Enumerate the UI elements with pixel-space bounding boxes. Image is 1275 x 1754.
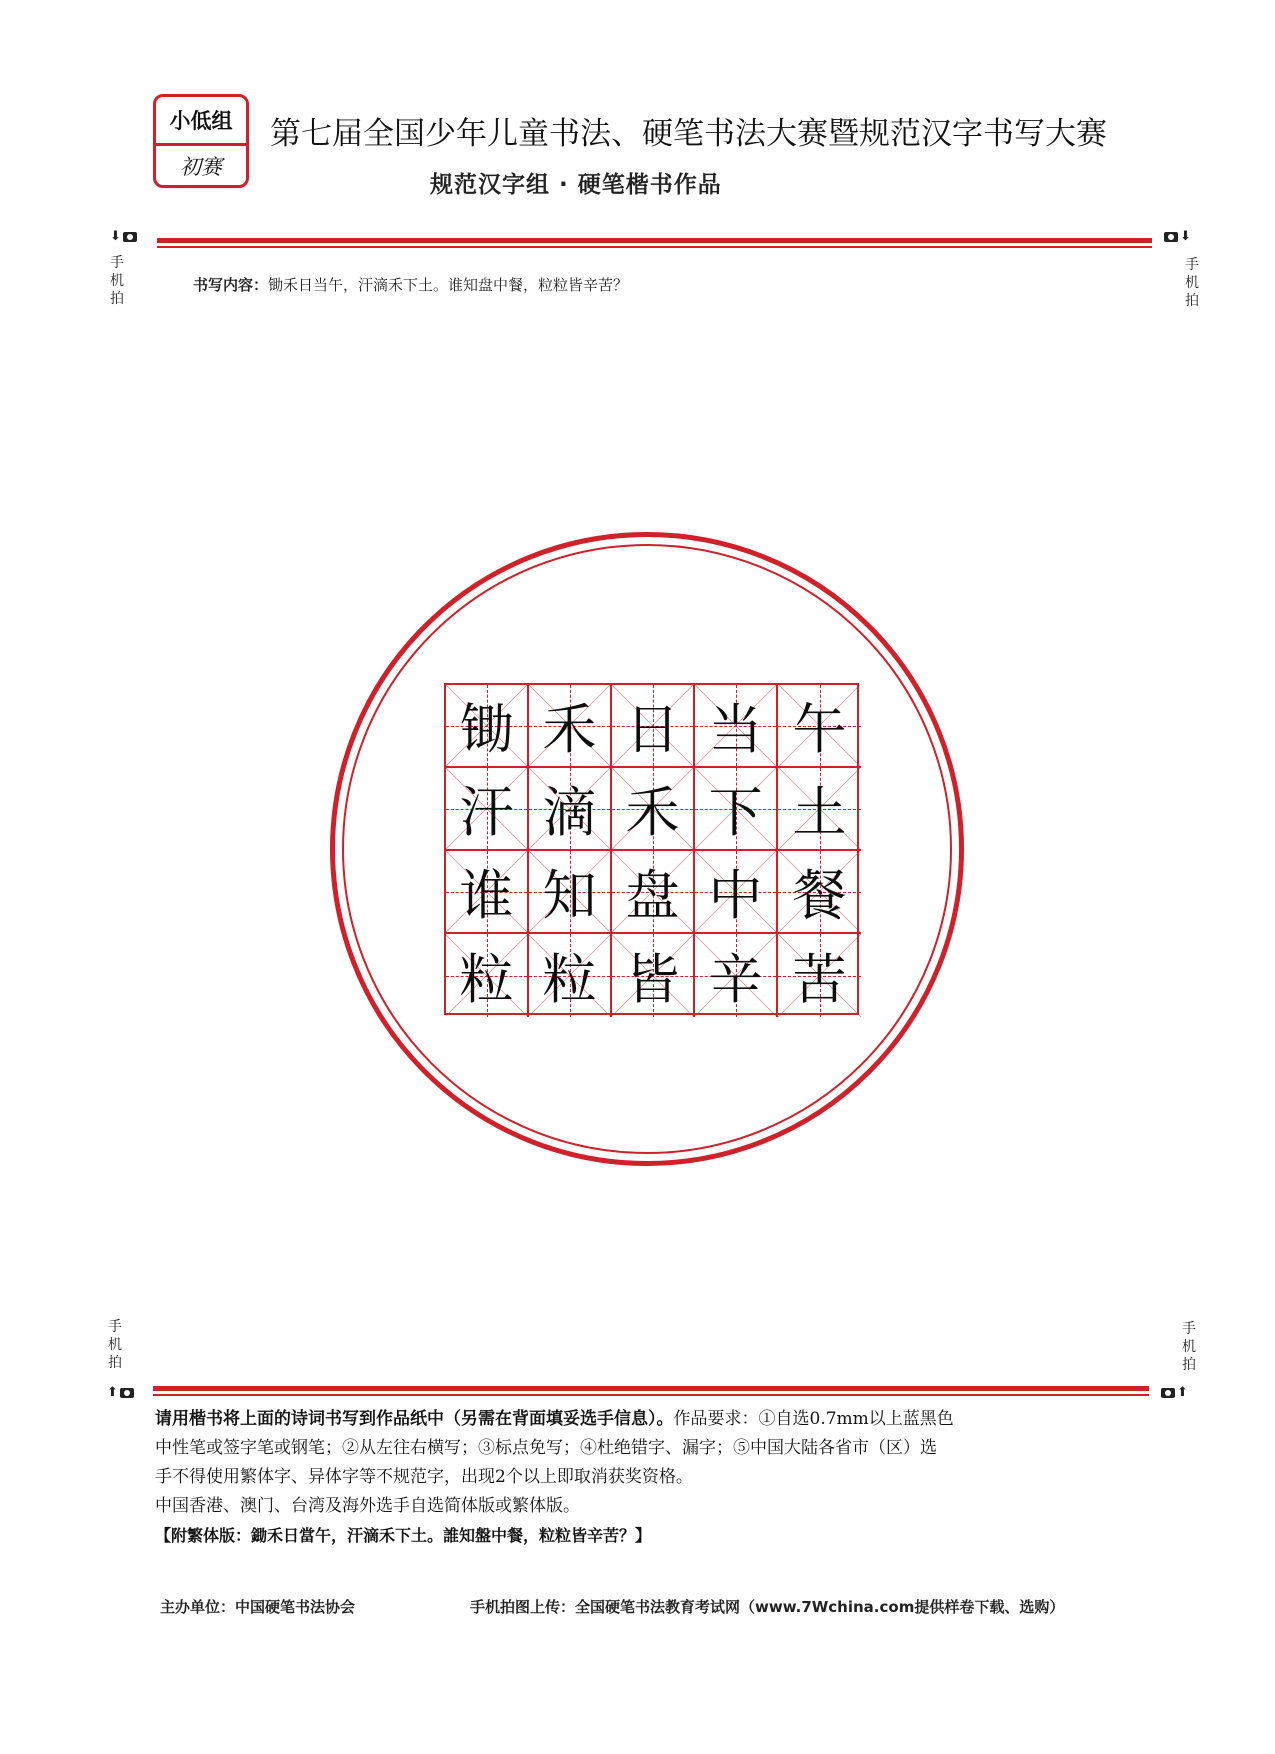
arrow-down-icon: ⬇ — [110, 229, 121, 244]
bottom-right-camera-mark — [1161, 1385, 1188, 1400]
writing-content-label: 书写内容： — [193, 276, 269, 294]
top-rule-thin — [157, 246, 1152, 248]
grid-cell: 粒 — [529, 934, 612, 1017]
camera-icon — [1164, 232, 1178, 242]
grid-cell: 土 — [778, 768, 861, 851]
bottom-left-camera-mark — [107, 1385, 134, 1400]
stamp-round-label: 初赛 — [180, 154, 222, 179]
stamp-group-label: 小低组 — [156, 97, 246, 146]
writing-grid — [444, 683, 859, 1015]
grid-cell: 下 — [695, 768, 778, 851]
grid-cell: 餐 — [778, 851, 861, 934]
grid-cell: 禾 — [529, 685, 612, 768]
writing-content — [193, 274, 993, 298]
grid-cell: 汗 — [446, 768, 529, 851]
top-left-camera-mark — [110, 229, 137, 244]
arrow-down-icon: ⬇ — [1180, 229, 1191, 244]
side-label-bottom-right: 手机拍 — [1182, 1321, 1196, 1373]
bottom-rule-thin — [153, 1394, 1149, 1396]
side-label-top-left: 手机拍 — [110, 255, 124, 307]
side-label-top-right: 手机拍 — [1185, 257, 1199, 309]
grid-cell: 皆 — [612, 934, 695, 1017]
arrow-up-icon: ⬆ — [107, 1385, 118, 1400]
page-title: 第七届全国少年儿童书法、硬笔书法大赛暨规范汉字书写大赛 — [270, 116, 1107, 152]
camera-icon — [1161, 1388, 1175, 1398]
instructions-line-2: 中性笔或签字笔或钢笔；②从左往右横写；③标点免写；④杜绝错字、漏字；⑤中国大陆各省市（区）选 — [155, 1438, 937, 1458]
side-label-bottom-left: 手机拍 — [108, 1319, 122, 1371]
bottom-rule-thick — [153, 1386, 1149, 1391]
grid-cell: 午 — [778, 685, 861, 768]
instructions-line-3: 手不得使用繁体字、异体字等不规范字，出现2个以上即取消获奖资格。 — [155, 1467, 693, 1487]
grid-cell: 日 — [612, 685, 695, 768]
grid-cell: 辛 — [695, 934, 778, 1017]
upload-info: 手机拍图上传：全国硬笔书法教育考试网（www.7Wchina.com提供样卷下载、选购） — [470, 1598, 1065, 1616]
top-rule-thick — [157, 238, 1152, 243]
grid-cell: 禾 — [612, 768, 695, 851]
grid-cell: 粒 — [446, 934, 529, 1017]
top-right-camera-mark — [1164, 229, 1191, 244]
grid-cell: 中 — [695, 851, 778, 934]
instructions-line-4: 中国香港、澳门、台湾及海外选手自选简体版或繁体版。 — [155, 1496, 580, 1516]
organizer: 主办单位：中国硬笔书法协会 — [160, 1598, 356, 1616]
group-stamp — [153, 94, 249, 188]
camera-icon — [123, 232, 137, 242]
arrow-up-icon: ⬆ — [1177, 1385, 1188, 1400]
writing-content-text: 锄禾日当午，汗滴禾下土。谁知盘中餐，粒粒皆辛苦？ — [268, 276, 629, 294]
traditional-version-note: 【附繁体版：鋤禾日當午，汗滴禾下土。誰知盤中餐，粒粒皆辛苦？】 — [155, 1526, 652, 1545]
grid-cell: 盘 — [612, 851, 695, 934]
grid-cell: 滴 — [529, 768, 612, 851]
grid-cell: 谁 — [446, 851, 529, 934]
instructions-line-1: 请用楷书将上面的诗词书写到作品纸中（另需在背面填妥选手信息）。作品要求：①自选0.7mm以上蓝黑色 — [155, 1409, 954, 1429]
grid-cell: 苦 — [778, 934, 861, 1017]
instructions — [155, 1405, 1155, 1550]
page-subtitle: 规范汉字组 · 硬笔楷书作品 — [430, 172, 722, 198]
grid-cell: 知 — [529, 851, 612, 934]
camera-icon — [120, 1388, 134, 1398]
grid-cell: 当 — [695, 685, 778, 768]
grid-cell: 锄 — [446, 685, 529, 768]
